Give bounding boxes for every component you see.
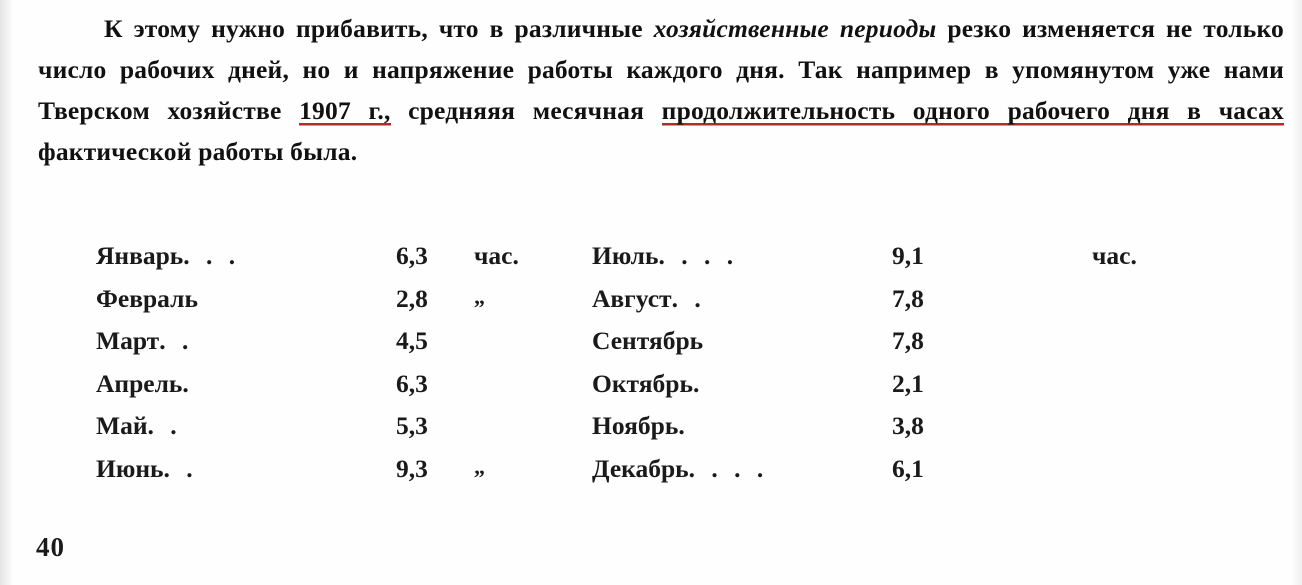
paragraph-lead: К этому нужно прибавить, что в различные [104,14,654,43]
month-label-right [592,368,892,414]
leader-dots: . . [671,283,706,313]
month-label-right [592,283,892,329]
month-label-left [96,453,396,499]
ditto-mark: „ [474,283,485,309]
value-right: 7,8 [892,326,924,355]
leader-dots: . . . . [658,241,739,270]
pen-underlined-year: 1907 г., [299,96,391,125]
paragraph-mid: средняяя месячная [390,96,662,125]
month-label-left [96,243,396,286]
unit-left [474,283,592,329]
table-row [96,328,1137,371]
unit-left [474,328,592,371]
leader-dots: . [692,368,705,398]
value-left: 6,3 [396,368,428,398]
unit-left [474,413,592,456]
unit-left [474,453,592,499]
value-left: 2,8 [396,283,428,313]
unit-right [1092,371,1137,414]
table-row [96,413,1137,456]
unit-left: час. [474,241,519,270]
monthly-hours-table-wrapper [96,243,1256,498]
leader-dots: . [182,368,194,398]
value-left: 9,3 [396,453,428,483]
value-right: 2,1 [892,368,924,398]
value-left: 6,3 [396,241,428,270]
paragraph-tail: фактической работы была. [38,137,358,166]
month-label-left [96,328,396,371]
month-name: Декабрь [592,453,689,483]
value-left: 5,3 [396,411,428,440]
table-row [96,286,1137,329]
paragraph-text [38,8,1284,172]
table-row [96,371,1137,414]
body-paragraph [38,8,1284,172]
month-name: Август [592,283,672,313]
month-label-left [96,413,396,456]
month-name: Февраль [96,283,198,313]
month-label-right [592,328,892,371]
leader-dots: . . [163,453,198,483]
value-right: 6,1 [892,453,924,483]
leader-dots: . [678,411,690,440]
table-row [96,243,1137,286]
month-name: Июнь [96,453,164,483]
month-name: Июль [592,241,659,270]
paragraph-italic-phrase: хозяйственные периоды [653,14,937,43]
value-right: 9,1 [892,241,924,270]
unit-right [1092,286,1137,329]
month-name: Январь [96,241,184,270]
pen-underlined-phrase: продолжительность одного рабочего дня в часах [661,96,1284,125]
month-name: Апрель [96,368,183,398]
table-row [96,456,1137,499]
leader-dots: . . . . [688,453,769,483]
leader-dots: . . [159,326,194,355]
value-left: 4,5 [396,326,428,355]
month-name: Май [96,411,148,440]
monthly-hours-table [96,243,1137,498]
leader-dots: . . . [183,241,241,270]
value-right: 3,8 [892,411,924,440]
unit-right [1092,456,1137,499]
unit-left [474,371,592,414]
page-number: 40 [36,532,65,562]
month-name: Октябрь [592,368,693,398]
month-label-right [592,453,892,499]
leader-dots: . . [147,411,182,440]
unit-right: час. [1092,241,1137,270]
month-label-right [592,413,892,456]
unit-right [1092,413,1137,456]
table-body [96,243,1137,498]
month-name: Ноябрь [592,411,679,440]
month-label-left [96,368,396,414]
ditto-mark: „ [474,453,485,479]
month-name: Сентябрь [592,326,704,355]
unit-right [1092,328,1137,371]
month-name: Март [96,326,160,355]
value-right: 7,8 [892,283,924,313]
month-label-left [96,283,396,329]
paragraph-after-italic: резко изменяется не только число рабочих дней, но и напряжение работы каждого дня. Так например в упомянутом уже нами Тверском хозяйстве [38,14,1285,125]
month-label-right [592,243,892,286]
